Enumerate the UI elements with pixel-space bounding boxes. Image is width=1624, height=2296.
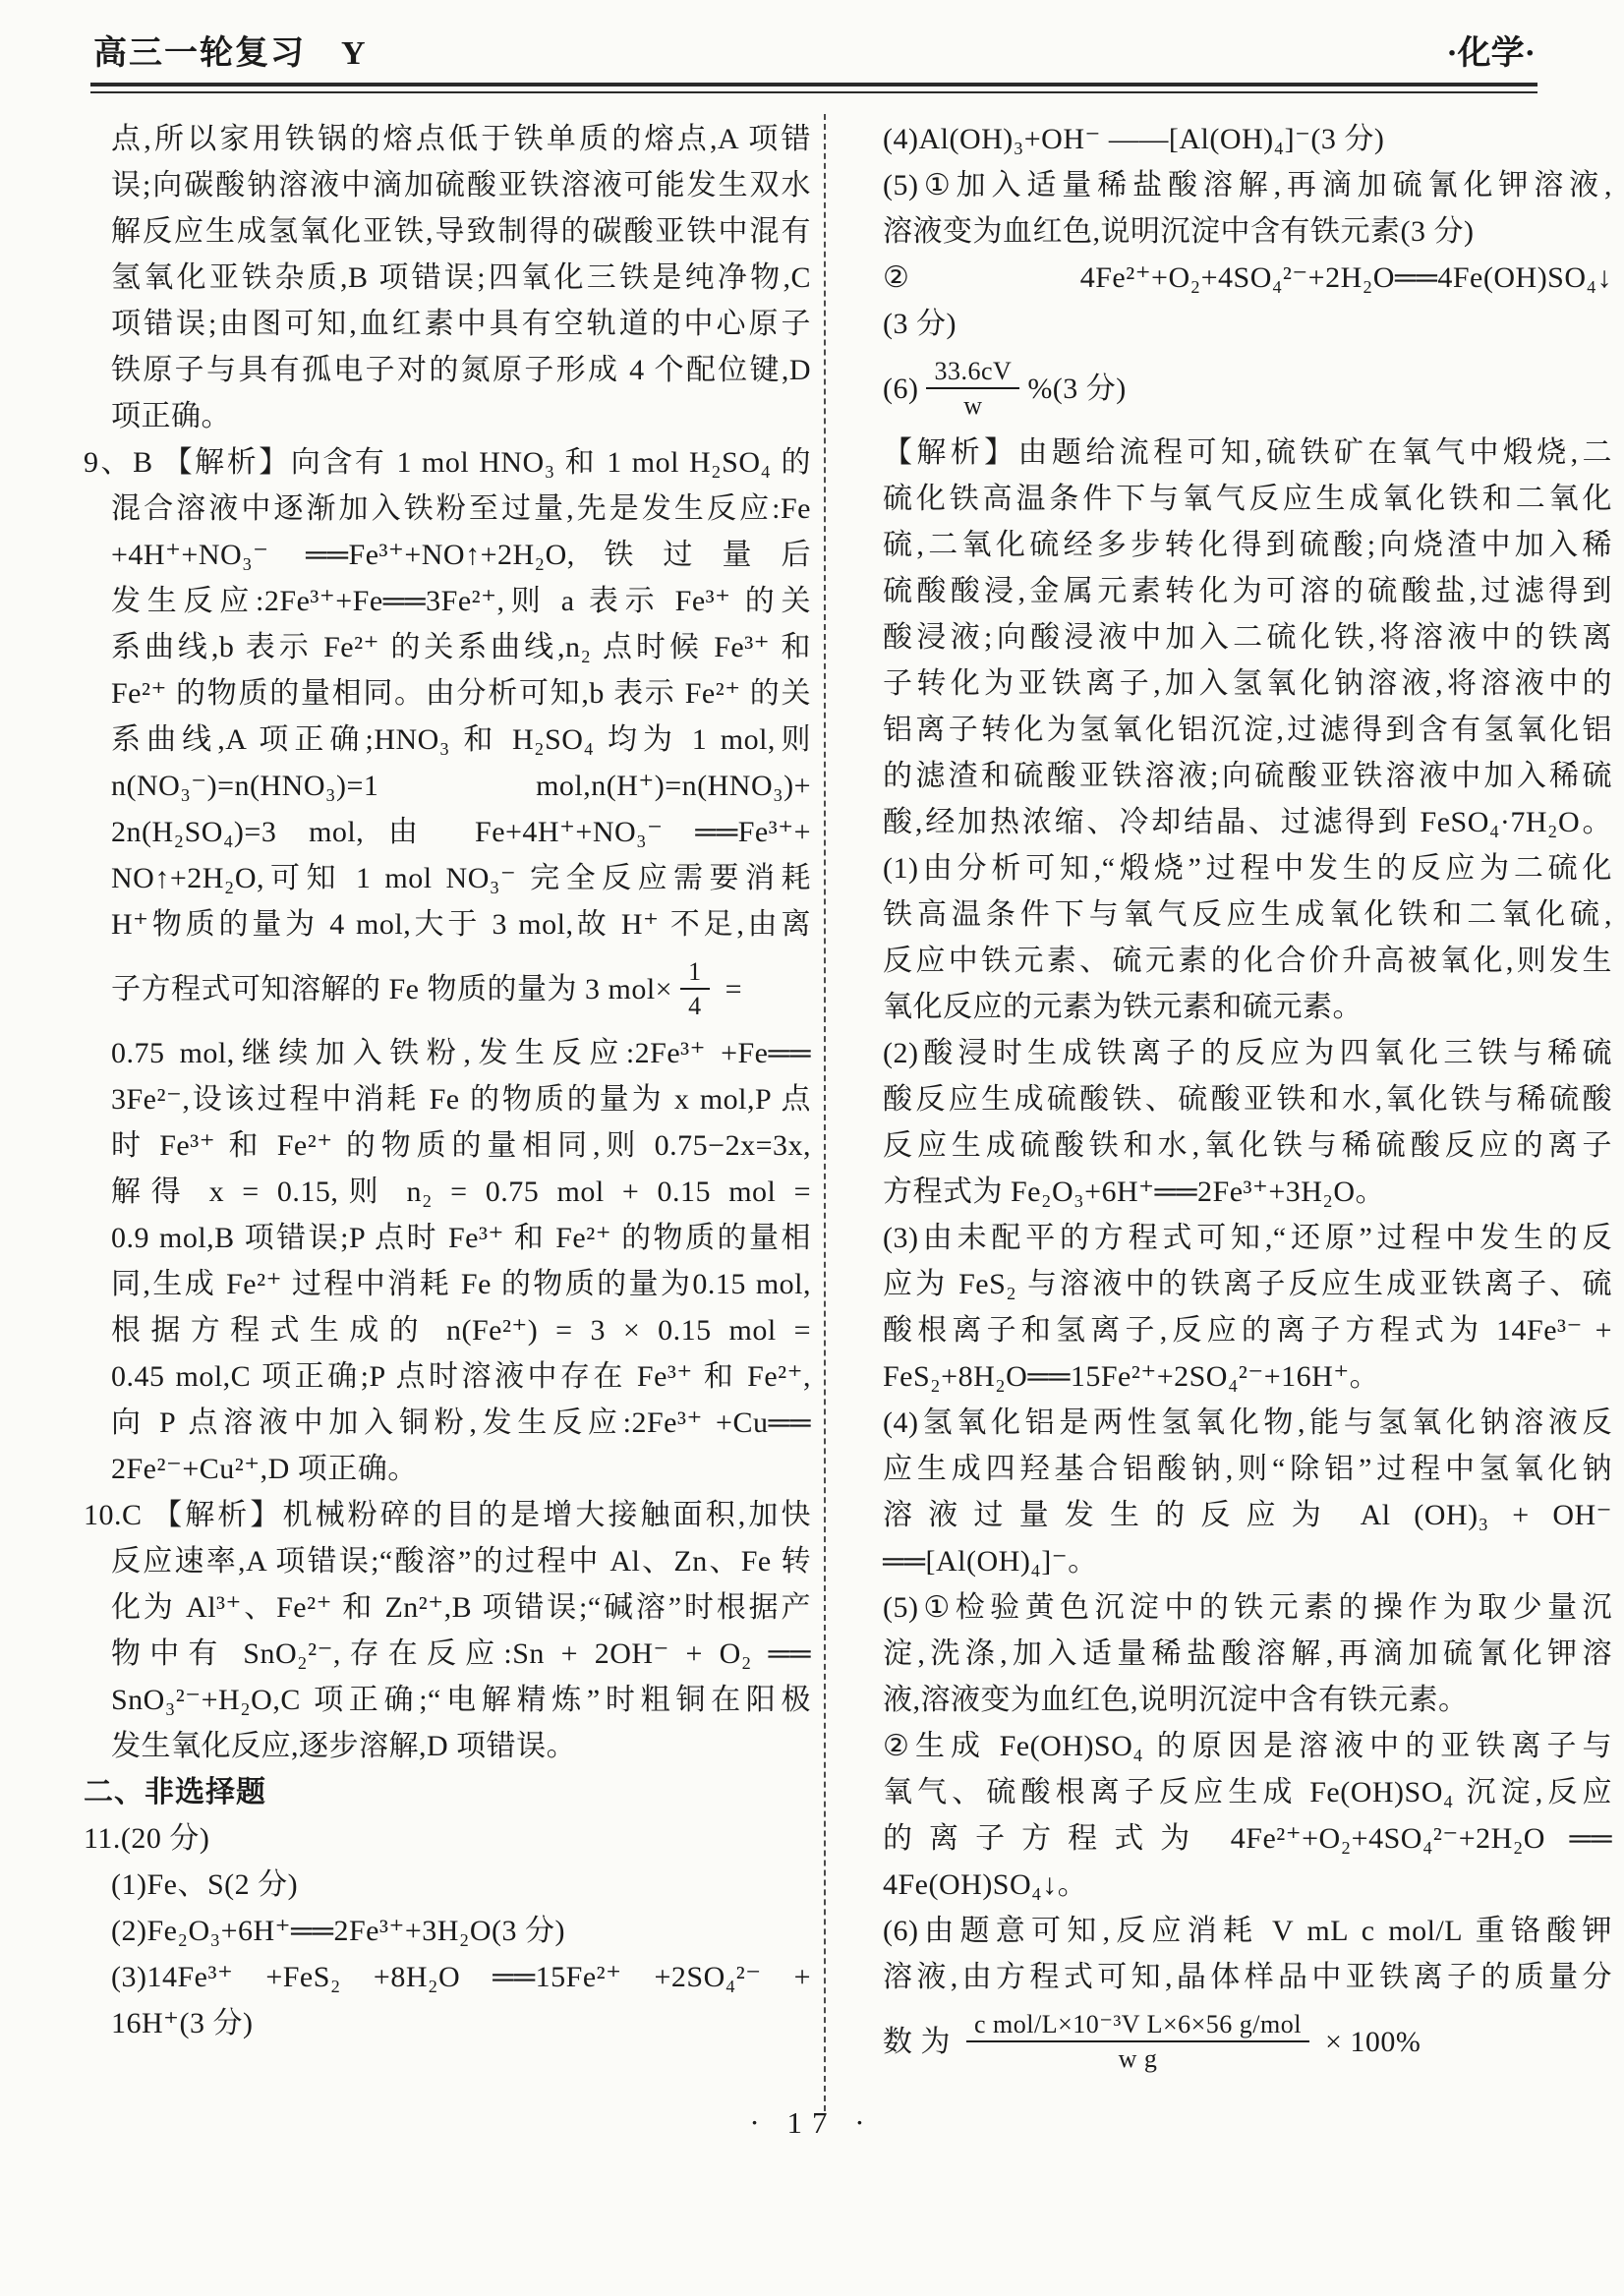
text-line: 0.45 mol,C 项正确;P 点时溶液中存在 Fe³⁺ 和 Fe²⁺, — [111, 1360, 811, 1393]
page-number: · 17 · — [749, 2105, 875, 2140]
text-line: 溶液变为血红色,说明沉淀中含有铁元素(3 分) — [883, 215, 1475, 248]
text-line: 根据方程式生成的 n(Fe²⁺) = 3 × 0.15 mol = — [111, 1314, 811, 1347]
fraction-numerator: 33.6cV — [926, 356, 1019, 389]
formula-pre-text: 子方程式可知溶解的 Fe 物质的量为 3 mol× — [111, 972, 673, 1005]
formula-line — [84, 947, 811, 1030]
text-line: 氧化反应的元素为铁元素和硫元素。 — [883, 991, 1363, 1023]
text-line: 11.(20 分) — [84, 1822, 210, 1855]
formula-pre-text: (6) — [883, 372, 919, 405]
text-line: 0.75 mol,继续加入铁粉,发生反应:2Fe³⁺ +Fe══ — [111, 1037, 811, 1069]
text-line: 9、B 【解析】向含有 1 mol HNO₃ 和 1 mol H₂SO₄ 的 — [84, 446, 811, 479]
text-line: 氧气、硫酸根离子反应生成 Fe(OH)SO₄ 沉淀,反应 — [883, 1776, 1612, 1808]
text-line: +4H⁺+NO₃⁻ ══Fe³⁺+NO↑+2H₂O,铁过量后 — [111, 539, 811, 571]
text-line: (2)Fe₂O₃+6H⁺══2Fe³⁺+3H₂O(3 分) — [111, 1915, 566, 1947]
text-line: 反应中铁元素、硫元素的化合价升高被氧化,则发生 — [883, 945, 1612, 977]
text-line: 硫,二氧化硫经多步转化得到硫酸;向烧渣中加入稀 — [883, 529, 1612, 561]
text-line: 0.9 mol,B 项错误;P 点时 Fe³⁺ 和 Fe²⁺ 的物质的量相 — [111, 1222, 811, 1254]
text-line: 酸,经加热浓缩、冷却结晶、过滤得到 FeSO₄·7H₂O。 — [883, 806, 1612, 838]
text-line: 16H⁺(3 分) — [111, 2007, 254, 2039]
text-line: 二、非选择题 — [84, 1776, 266, 1808]
text-line: 发生氧化反应,逐步溶解,D 项错误。 — [111, 1730, 577, 1762]
text-line: FeS₂+8H₂O══15Fe²⁺+2SO₄²⁻+16H⁺。 — [883, 1360, 1380, 1393]
text-line: 硫化铁高温条件下与氧气反应生成氧化铁和二氧化 — [883, 483, 1612, 515]
text-line: ②生成 Fe(OH)SO₄ 的原因是溶液中的亚铁离子与 — [883, 1730, 1612, 1762]
column-divider-dashed — [824, 114, 826, 2111]
text-line: 反应速率,A 项错误;“酸溶”的过程中 Al、Zn、Fe 转 — [111, 1545, 811, 1578]
fraction-denominator: w g — [1118, 2044, 1158, 2073]
text-line: 发生反应:2Fe³⁺+Fe══3Fe²⁺,则 a 表示 Fe³⁺ 的关 — [111, 585, 811, 617]
text-line: (2)酸浸时生成铁离子的反应为四氧化三铁与稀硫 — [883, 1037, 1612, 1069]
text-line: 2Fe²⁻+Cu²⁺,D 项正确。 — [111, 1453, 418, 1485]
formula-line — [883, 2000, 1612, 2083]
text-line: 系曲线,A 项正确;HNO₃ 和 H₂SO₄ 均为 1 mol,则 — [111, 723, 811, 756]
header-left-title: 高三一轮复习 Y — [93, 35, 368, 72]
text-line: 向 P 点溶液中加入铜粉,发生反应:2Fe³⁺ +Cu══ — [111, 1406, 811, 1439]
text-line: 时 Fe³⁺ 和 Fe²⁺ 的物质的量相同,则 0.75−2x=3x, — [111, 1129, 811, 1162]
header-right-title: ·化学· — [1446, 35, 1536, 72]
text-line: 淀,洗涤,加入适量稀盐酸溶解,再滴加硫氰化钾溶 — [883, 1637, 1612, 1670]
text-line: 酸反应生成硫酸铁、硫酸亚铁和水,氧化铁与稀硫酸 — [883, 1083, 1612, 1116]
text-line: ══[Al(OH)₄]⁻。 — [883, 1545, 1098, 1578]
text-line: (6)由题意可知,反应消耗 V mL c mol/L 重铬酸钾 — [883, 1915, 1612, 1947]
text-line: 溶液,由方程式可知,晶体样品中亚铁离子的质量分 — [883, 1961, 1612, 1993]
text-line: 系曲线,b 表示 Fe²⁺ 的关系曲线,n₂ 点时候 Fe³⁺ 和 — [111, 631, 811, 663]
text-line: 解得 x = 0.15,则 n₂ = 0.75 mol + 0.15 mol = — [111, 1176, 811, 1208]
text-line: SnO₃²⁻+H₂O,C 项正确;“电解精炼”时粗铜在阳极 — [111, 1684, 811, 1716]
fraction-denominator: 4 — [688, 992, 702, 1020]
text-line: 3Fe²⁻,设该过程中消耗 Fe 的物质的量为 x mol,P 点 — [111, 1083, 811, 1116]
text-line: n(NO₃⁻)=n(HNO₃)=1 mol,n(H⁺)=n(HNO₃)+ — [111, 770, 811, 802]
text-line: 4Fe(OH)SO₄↓。 — [883, 1868, 1088, 1901]
fraction-numerator: 1 — [680, 956, 710, 990]
text-line: 同,生成 Fe²⁺ 过程中消耗 Fe 的物质的量为0.15 mol, — [111, 1268, 811, 1300]
fraction — [966, 2009, 1309, 2074]
text-line: 溶液过量发生的反应为 Al (OH)₃ + OH⁻ — [883, 1499, 1612, 1531]
text-line: (4)氢氧化铝是两性氢氧化物,能与氢氧化钠溶液反 — [883, 1406, 1612, 1439]
formula-post-text: × 100% — [1316, 2025, 1421, 2058]
text-line: 误;向碳酸钠溶液中滴加硫酸亚铁溶液可能发生双水 — [111, 169, 811, 201]
text-line: (5)①加入适量稀盐酸溶解,再滴加硫氰化钾溶液, — [883, 169, 1612, 201]
text-line: (3)由未配平的方程式可知,“还原”过程中发生的反 — [883, 1222, 1612, 1254]
text-line: 的滤渣和硫酸亚铁溶液;向硫酸亚铁溶液中加入稀硫 — [883, 760, 1612, 792]
text-line: 混合溶液中逐渐加入铁粉至过量,先是发生反应:Fe — [111, 492, 811, 525]
right-column — [883, 116, 1612, 2083]
text-line: 铁高温条件下与氧气反应生成氧化铁和二氧化硫, — [883, 898, 1612, 931]
text-line: 酸根离子和氢离子,反应的离子方程式为 14Fe³⁻ + — [883, 1314, 1612, 1347]
text-line: 10.C 【解析】机械粉碎的目的是增大接触面积,加快 — [84, 1499, 811, 1531]
text-line: 液,溶液变为血红色,说明沉淀中含有铁元素。 — [883, 1684, 1469, 1716]
left-column — [84, 116, 811, 2046]
text-line: 应为 FeS₂ 与溶液中的铁离子反应生成亚铁离子、硫 — [883, 1268, 1612, 1300]
text-line: 酸浸液;向酸浸液中加入二硫化铁,将溶液中的铁离 — [883, 621, 1612, 654]
text-line: (5)①检验黄色沉淀中的铁元素的操作为取少量沉 — [883, 1591, 1612, 1624]
formula-post-text: = — [717, 972, 743, 1005]
text-line: (4)Al(OH)₃+OH⁻ ——[Al(OH)₄]⁻(3 分) — [883, 123, 1385, 155]
fraction — [680, 956, 710, 1021]
formula-line — [883, 347, 1612, 430]
text-line: 项错误;由图可知,血红素中具有空轨道的中心原子 — [111, 308, 811, 340]
text-line: H⁺物质的量为 4 mol,大于 3 mol,故 H⁺ 不足,由离 — [111, 908, 811, 941]
text-line: 项正确。 — [111, 400, 231, 432]
text-line: (1)由分析可知,“煅烧”过程中发生的反应为二硫化 — [883, 852, 1612, 885]
text-line: 物中有 SnO₂²⁻,存在反应:Sn + 2OH⁻ + O₂ ══ — [111, 1637, 811, 1670]
text-line: 铁原子与具有孤电子对的氮原子形成 4 个配位键,D — [111, 354, 811, 386]
text-line: 的离子方程式为 4Fe²⁺+O₂+4SO₄²⁻+2H₂O ══ — [883, 1822, 1612, 1855]
text-line: ②4Fe²⁺+O₂+4SO₄²⁻+2H₂O══4Fe(OH)SO₄↓ — [883, 261, 1612, 294]
fraction-denominator: w — [963, 391, 983, 420]
text-line: 【解析】由题给流程可知,硫铁矿在氧气中煅烧,二 — [883, 436, 1612, 469]
fraction-numerator: c mol/L×10⁻³V L×6×56 g/mol — [966, 2009, 1309, 2042]
text-line: 铝离子转化为氢氧化铝沉淀,过滤得到含有氢氧化铝 — [883, 714, 1612, 746]
text-line: 应生成四羟基合铝酸钠,则“除铝”过程中氢氧化钠 — [883, 1453, 1612, 1485]
text-line: 氢氧化亚铁杂质,B 项错误;四氧化三铁是纯净物,C — [111, 261, 811, 294]
text-line: 解反应生成氢氧化亚铁,导致制得的碳酸亚铁中混有 — [111, 215, 811, 248]
text-line: 化为 Al³⁺、Fe²⁺ 和 Zn²⁺,B 项错误;“碱溶”时根据产 — [111, 1591, 811, 1624]
text-line: 子转化为亚铁离子,加入氢氧化钠溶液,将溶液中的 — [883, 667, 1612, 700]
text-line: (3 分) — [883, 308, 957, 340]
text-line: 硫酸酸浸,金属元素转化为可溶的硫酸盐,过滤得到 — [883, 575, 1612, 607]
text-line: NO↑+2H₂O,可知 1 mol NO₃⁻ 完全反应需要消耗 — [111, 862, 811, 894]
text-line: 反应生成硫酸铁和水,氧化铁与稀硫酸反应的离子 — [883, 1129, 1612, 1162]
page-header — [93, 26, 1536, 74]
text-line: Fe²⁺ 的物质的量相同。由分析可知,b 表示 Fe²⁺ 的关 — [111, 677, 811, 710]
formula-post-text: %(3 分) — [1027, 372, 1127, 405]
text-line: 点,所以家用铁锅的熔点低于铁单质的熔点,A 项错 — [111, 123, 811, 155]
header-double-rule — [90, 83, 1537, 93]
fraction — [926, 356, 1019, 421]
formula-pre-text: 数 为 — [883, 2025, 958, 2058]
text-line: (3)14Fe³⁺ +FeS₂ +8H₂O ══15Fe²⁺ +2SO₄²⁻ + — [111, 1961, 811, 1993]
text-line: (1)Fe、S(2 分) — [111, 1868, 299, 1901]
text-line: 2n(H₂SO₄)=3 mol,由 Fe+4H⁺+NO₃⁻ ══Fe³⁺+ — [111, 816, 811, 848]
text-line: 方程式为 Fe₂O₃+6H⁺══2Fe³⁺+3H₂O。 — [883, 1176, 1386, 1208]
